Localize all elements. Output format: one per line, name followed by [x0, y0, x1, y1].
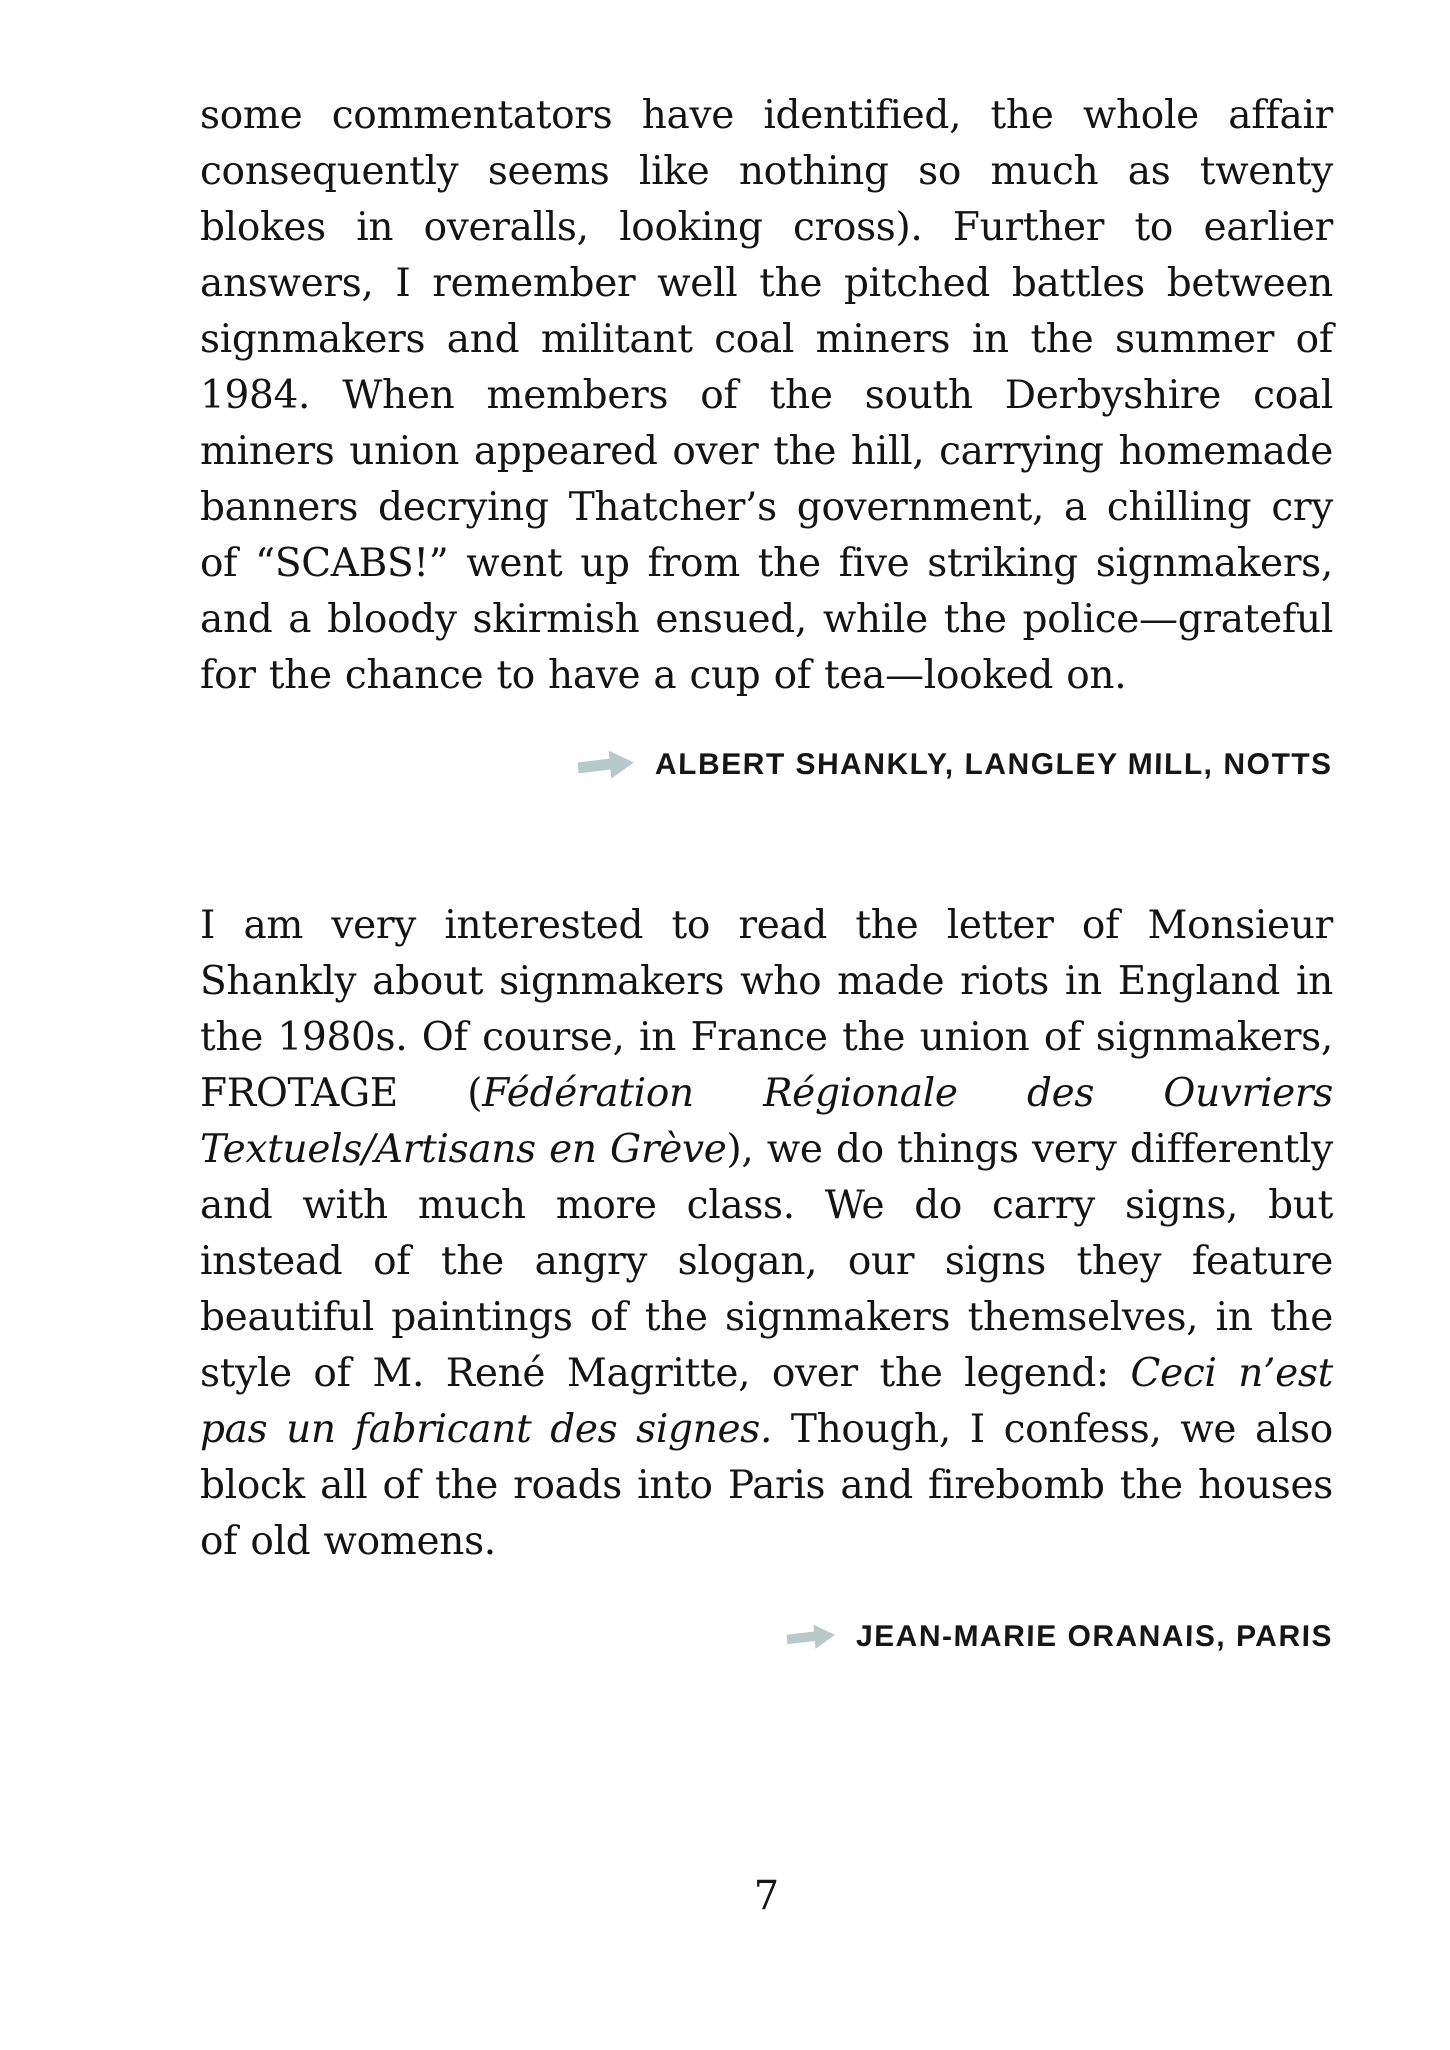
- page-number: 7: [753, 1873, 780, 1919]
- right-arrow-icon: [576, 746, 637, 785]
- attribution-line-2: [200, 1620, 1333, 1654]
- attribution-line-1: [200, 748, 1333, 782]
- letter-body-1: some commentators have identified, the whole affair consequently seems like nothing so much as twenty blokes in overalls, looking cross). Further to earlier answers, I remember well the pitched battles between signmakers and militant coal miners in the summer of 1984. When members of the south Derbyshire coal miners union appeared over the hill, carrying homemade banners decrying Thatcher’s government, a chilling cry of “SCABS!” went up from the five striking signmakers, and a bloody skirmish ensued, while the police—grateful for the chance to have a cup of tea—looked on.: [200, 93, 1333, 698]
- attribution-name-1: ALBERT SHANKLY, LANGLEY MILL, NOTTS: [655, 748, 1334, 781]
- attribution-name-2: JEAN-MARIE ORANAIS, PARIS: [855, 1620, 1334, 1653]
- right-arrow-icon: [785, 1619, 838, 1655]
- letter-body-2: I am very interested to read the letter of Monsieur Shankly about signmakers who made riots in England in the 1980s. Of course, in France the union of signmakers, FROTAGE (Fédération Régionale des Ouvriers Textuels/Artisans en Grève), we do things very differently and with much more class. We do carry signs, but instead of the angry slogan, our signs they feature beautiful paintings of the signmakers themselves, in the style of M. René Magritte, over the legend: Ceci n’est pas un fabricant des signes. Though, I confess, we also block all of the roads into Paris and firebomb the houses of old womens.: [200, 903, 1334, 1564]
- text-column: [200, 88, 1333, 1654]
